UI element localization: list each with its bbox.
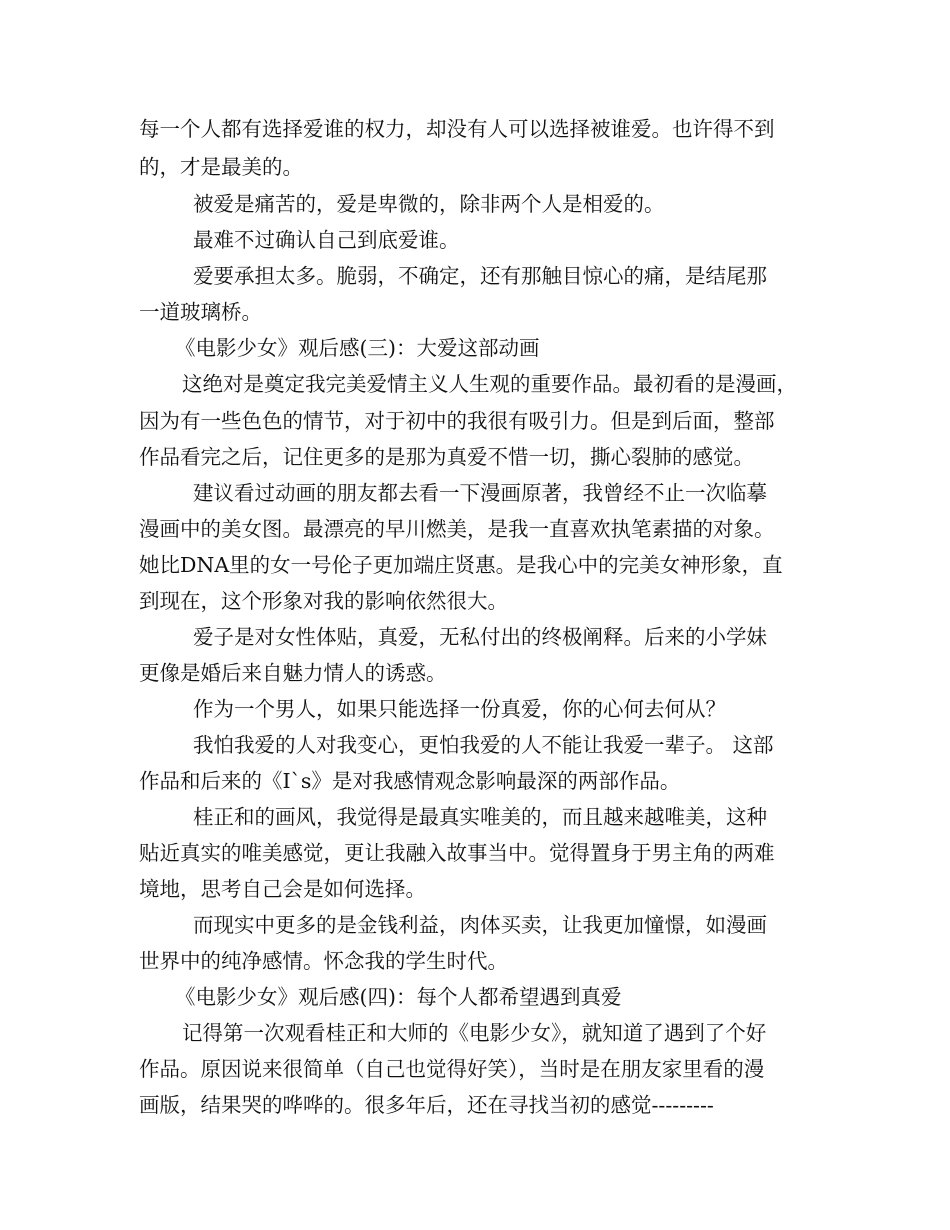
body-line: 作为一个男人，如果只能选择一份真爱，你的心何去何从？ bbox=[193, 697, 726, 721]
body-line: 而现实中更多的是金钱利益，肉体买卖，让我更加憧憬，如漫画 bbox=[193, 913, 767, 937]
body-line: 因为有一些色色的情节，对于初中的我很有吸引力。但是到后面，整部 bbox=[139, 409, 775, 433]
body-line: 记得第一次观看桂正和大师的《电影少女》，就知道了遇到了个好 bbox=[182, 1021, 767, 1045]
body-line: 作品和后来的《I`s》是对我感情观念影响最深的两部作品。 bbox=[139, 769, 681, 793]
body-line: 作品看完之后，记住更多的是那为真爱不惜一切，撕心裂肺的感觉。 bbox=[139, 445, 754, 469]
body-line: 这绝对是奠定我完美爱情主义人生观的重要作品。最初看的是漫画， bbox=[182, 372, 797, 396]
body-line: 作品。原因说来很简单（自己也觉得好笑），当时是在朋友家里看的漫 bbox=[139, 1057, 765, 1081]
body-line: 画版，结果哭的哗哗的。很多年后，还在寻找当初的感觉--------- bbox=[139, 1093, 714, 1117]
body-line: 桂正和的画风，我觉得是最真实唯美的，而且越来越唯美，这种 bbox=[193, 805, 767, 829]
body-line: 漫画中的美女图。最漂亮的早川燃美，是我一直喜欢执笔素描的对象。 bbox=[139, 517, 775, 541]
section-heading: 《电影少女》观后感(四)：每个人都希望遇到真爱 bbox=[175, 985, 622, 1009]
body-line: 被爱是痛苦的，爱是卑微的，除非两个人是相爱的。 bbox=[193, 192, 665, 216]
body-line: 的，才是最美的。 bbox=[139, 155, 303, 179]
body-line: 爱子是对女性体贴，真爱，无私付出的终极阐释。后来的小学妹 bbox=[193, 625, 767, 649]
body-line: 每一个人都有选择爱谁的权力，却没有人可以选择被谁爱。也许得不到 bbox=[139, 117, 775, 141]
body-line: 建议看过动画的朋友都去看一下漫画原著，我曾经不止一次临摹 bbox=[193, 481, 767, 505]
body-line: 贴近真实的唯美感觉，更让我融入故事当中。觉得置身于男主角的两难 bbox=[139, 841, 775, 865]
body-line: 世界中的纯净感情。怀念我的学生时代。 bbox=[139, 949, 508, 973]
body-line: 她比DNA里的女一号伦子更加端庄贤惠。是我心中的完美女神形象，直 bbox=[139, 553, 783, 577]
body-line: 我怕我爱的人对我变心，更怕我爱的人不能让我爱一辈子。 这部 bbox=[193, 733, 774, 757]
body-line: 一道玻璃桥。 bbox=[139, 300, 262, 324]
body-line: 最难不过确认自己到底爱谁。 bbox=[193, 228, 460, 252]
body-line: 爱要承担太多。脆弱，不确定，还有那触目惊心的痛，是结尾那 bbox=[193, 264, 767, 288]
body-line: 境地，思考自己会是如何选择。 bbox=[139, 877, 426, 901]
section-heading: 《电影少女》观后感(三)：大爱这部动画 bbox=[175, 336, 540, 360]
body-line: 更像是婚后来自魅力情人的诱惑。 bbox=[139, 661, 447, 685]
body-line: 到现在，这个形象对我的影响依然很大。 bbox=[139, 589, 508, 613]
